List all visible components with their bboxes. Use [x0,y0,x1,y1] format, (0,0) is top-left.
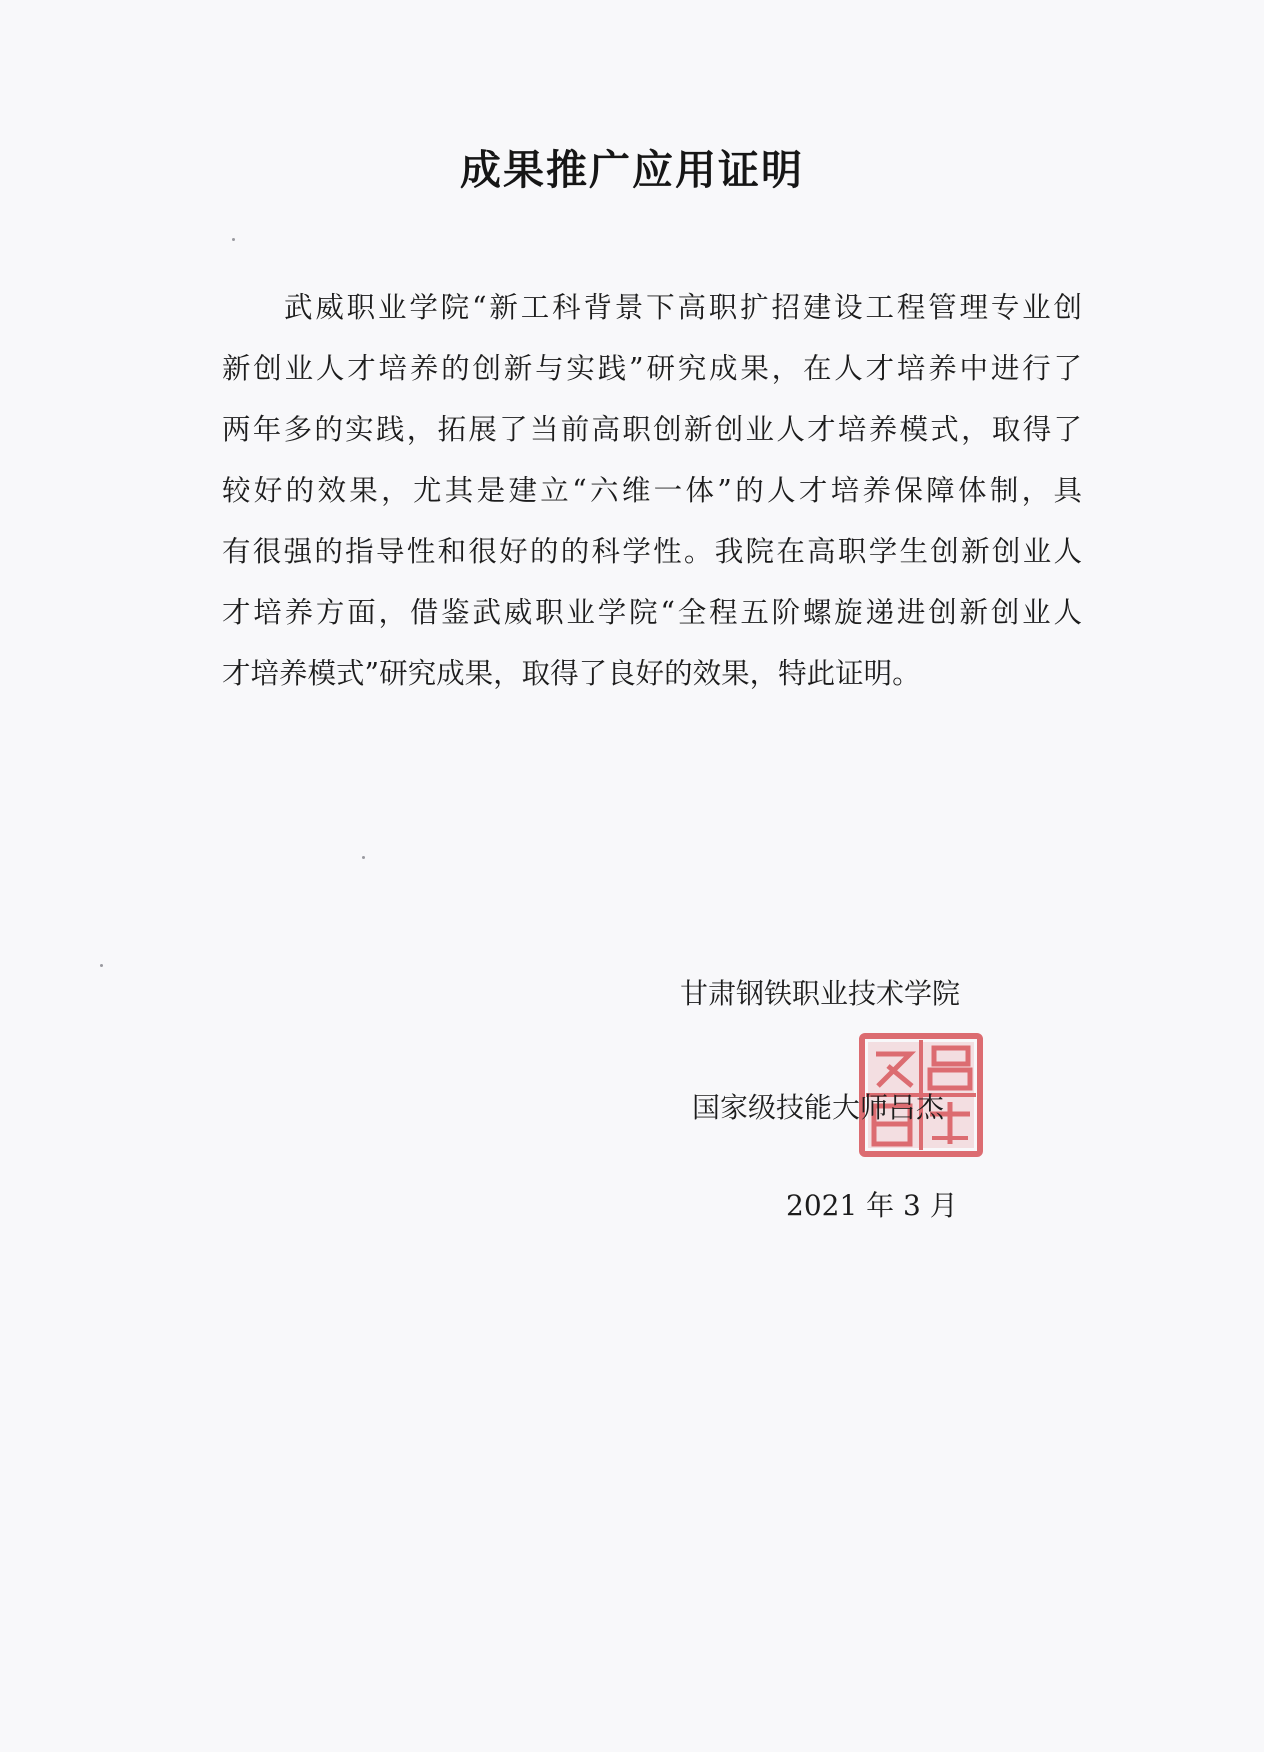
body-line: 新创业人才培养的创新与实践”研究成果，在人才培养中进行了 [222,352,1082,385]
signature-organization: 甘肃钢铁职业技术学院 [680,977,961,1010]
scan-speck [100,964,103,967]
body-line: 有很强的指导性和很好的的科学性。我院在高职学生创新创业人 [222,535,1082,568]
body-line: 才培养模式”研究成果，取得了良好的效果，特此证明。 [222,657,921,690]
body-line: 武威职业学院“新工科背景下高职扩招建设工程管理专业创 [284,291,1082,324]
document-body [222,277,1082,704]
signature-person: 国家级技能大师吕杰 [692,1091,945,1124]
document-title: 成果推广应用证明 [460,146,804,194]
body-line: 才培养方面，借鉴武威职业学院“全程五阶螺旋递进创新创业人 [222,596,1082,629]
scan-speck [362,856,365,859]
body-line: 两年多的实践，拓展了当前高职创新创业人才培养模式，取得了 [222,413,1082,446]
signature-date: 2021 年 3 月 [786,1189,958,1222]
scan-speck [232,238,235,241]
body-line: 较好的效果，尤其是建立“六维一体”的人才培养保障体制，具 [222,474,1082,507]
